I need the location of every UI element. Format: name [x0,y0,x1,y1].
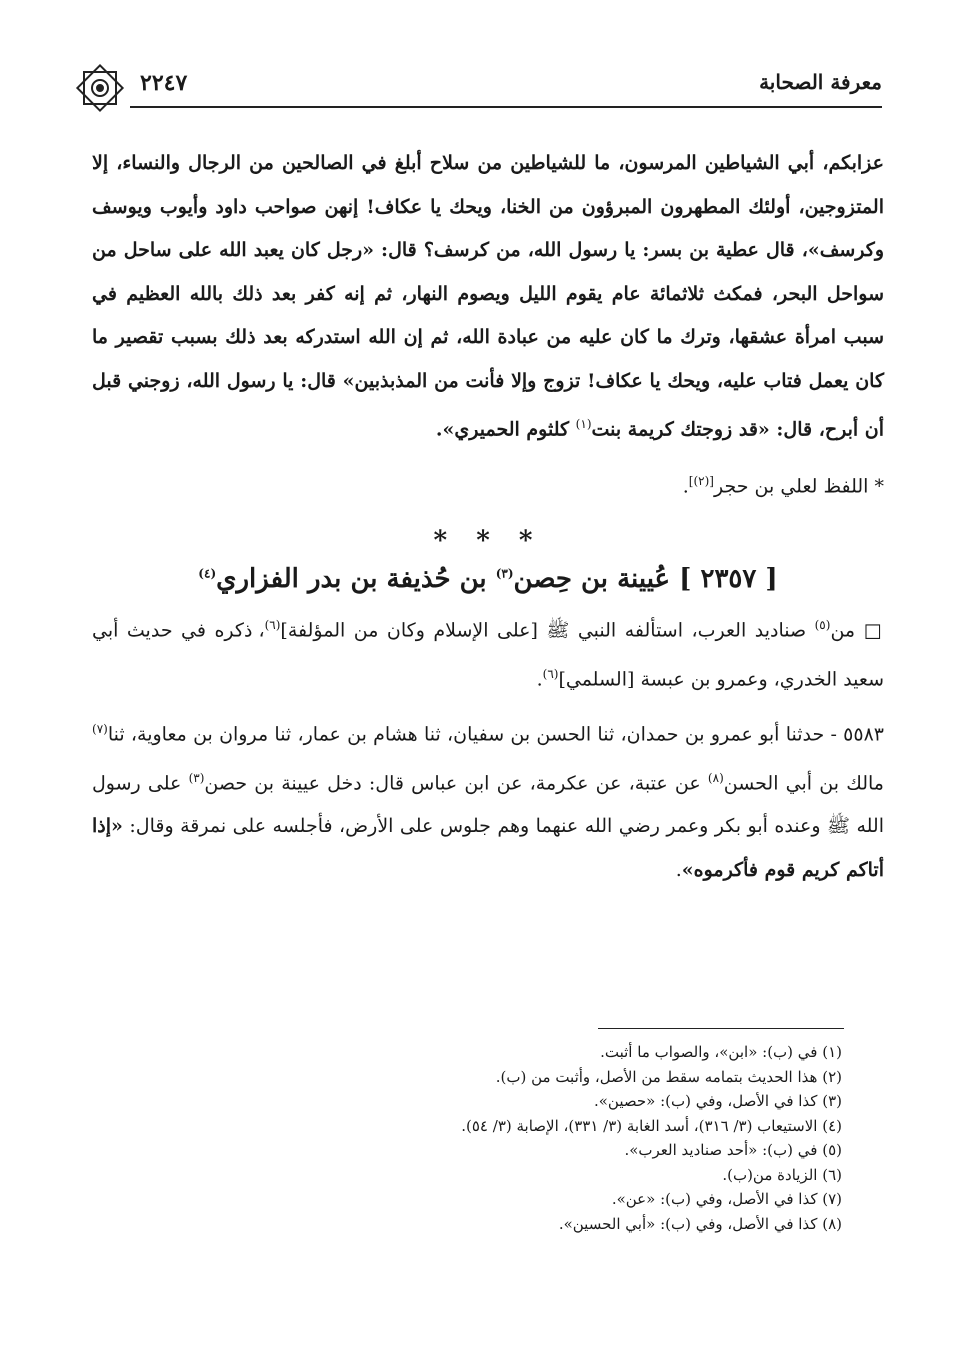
wording-note [92,460,884,508]
note-end: . [682,475,689,498]
hadith-text: . [675,858,682,881]
hadith-text: ٥٥٨٣ - حدثنا أبو عمرو بن حمدان، ثنا الحسن بن سفيان، ثنا هشام بن عمار، ثنا مروان بن معاوية، ثنا [107,723,884,746]
footnote-ref: (٨) [707,770,724,785]
page-header [70,58,882,118]
entry-title [92,564,884,594]
paragraph-text: عزابكم، أبي الشياطين المرسون، ما للشياطين من سلاح أبلغ في الصالحين من الرجال والنساء، إلا المتزوجين، أولئك المطهرون المبرؤون من الخنا، ويحك يا عكاف! إنهن صواحب داود وأيوب ويوسف وكرسف»، قال عطية بن بسر: يا رسول الله، من كرسف؟ قال: «رجل كان يعبد الله على ساحل من سواحل البحر، فمكث ثلاثمائة عام يقوم الليل ويصوم النهار، ثم إنه كفر بعد ذلك بالله العظيم في سبب امرأة عشقها، وترك ما كان عليه من عبادة الله، ثم إن الله استدركه بعد ذلك بسبب تقصير ما كان يعمل فتاب عليه، ويحك يا عكاف! تزوج وإلا فأنت من المذبذبين» قال: يا رسول الله، زوجني قبل أن أبرح، قال: «قد زوجتك كريمة بنت [92,152,884,441]
body-paragraph [92,142,884,452]
footnote-ref: (٣) [495,566,514,581]
hadith-text: على رسول الله ﷺ وعنده أبو بكر وعمر رضي الله عنهما وهم جلوس على الأرض، فأجلسه على نمرقة وقال: [92,771,884,838]
intro-text: صناديد العرب، استألفه النبي ﷺ [على الإسلام وكان من المؤلفة] [280,619,815,642]
page-number: ٢٢٤٧ [140,70,188,96]
footnote-rule [598,1028,844,1029]
footnote-ref: (٣) [188,770,205,785]
footnote: (٤) الاستيعاب (٣/ ٣١٦)، أسد الغابة (٣/ ٣٣١)، الإصابة (٣/ ٥٤). [461,1116,842,1135]
footnote-ref: [(٢)] [688,473,714,488]
footnotes [250,1040,842,1236]
footnote-ref: (٦) [264,618,281,633]
footnote-ref: (٥) [814,618,831,633]
hadith-quote: «إذا أتاكم كريم قوم فأكرموه» [92,815,884,881]
note-text: * اللفظ لعلي بن حجر [714,475,884,498]
main-text [92,142,884,892]
entry-intro [92,604,884,702]
footnote: (٧) كذا في الأصل، وفي (ب): «عن». [611,1190,842,1208]
paragraph-text-end: كلثوم الحميري». [435,418,576,441]
header-rule [130,106,882,108]
intro-text: . [536,668,543,691]
hadith-text: عن عتبة، عن عكرمة، عن ابن عباس قال: دخل عيينة بن حصن [204,771,708,794]
footnote: (٣) كذا في الأصل، وفي (ب): «حصين». [593,1092,842,1110]
footnote-ref: (٧) [92,721,108,736]
hadith-text: مالك بن أبي الحسن [723,771,884,794]
hadith-paragraph [92,708,884,893]
footnote: (١) في (ب): «ابن»، والصواب ما أثبت. [600,1043,842,1061]
intro-text: □ من [830,619,884,642]
entry-title-text: [ ٢٣٥٧ ] عُيينة بن حِصن [513,564,778,595]
footnote-ref: (١) [575,417,592,431]
footnote: (٢) هذا الحديث بتمامه سقط من الأصل، وأثبت من (ب). [495,1067,842,1086]
footnote-ref: (٦) [542,666,559,681]
footnote: (٨) كذا في الأصل، وفي (ب): «أبي الحسين». [558,1214,842,1233]
section-separator: * * * [433,526,543,557]
footnote: (٦) الزيادة من(ب). [722,1165,842,1184]
footnote-ref: (٤) [198,566,217,581]
intro-text: ، ذكره في حديث أبي سعيد الخدري، وعمرو بن عبسة [السلمي] [92,619,884,691]
footnote: (٥) في (ب): «أحد صناديد العرب». [624,1141,842,1159]
entry-title-text-cont: بن حُذيفة بن بدر الفزاري [216,564,496,595]
star-ornament-icon [70,58,130,118]
running-title: معرفة الصحابة [759,70,882,94]
